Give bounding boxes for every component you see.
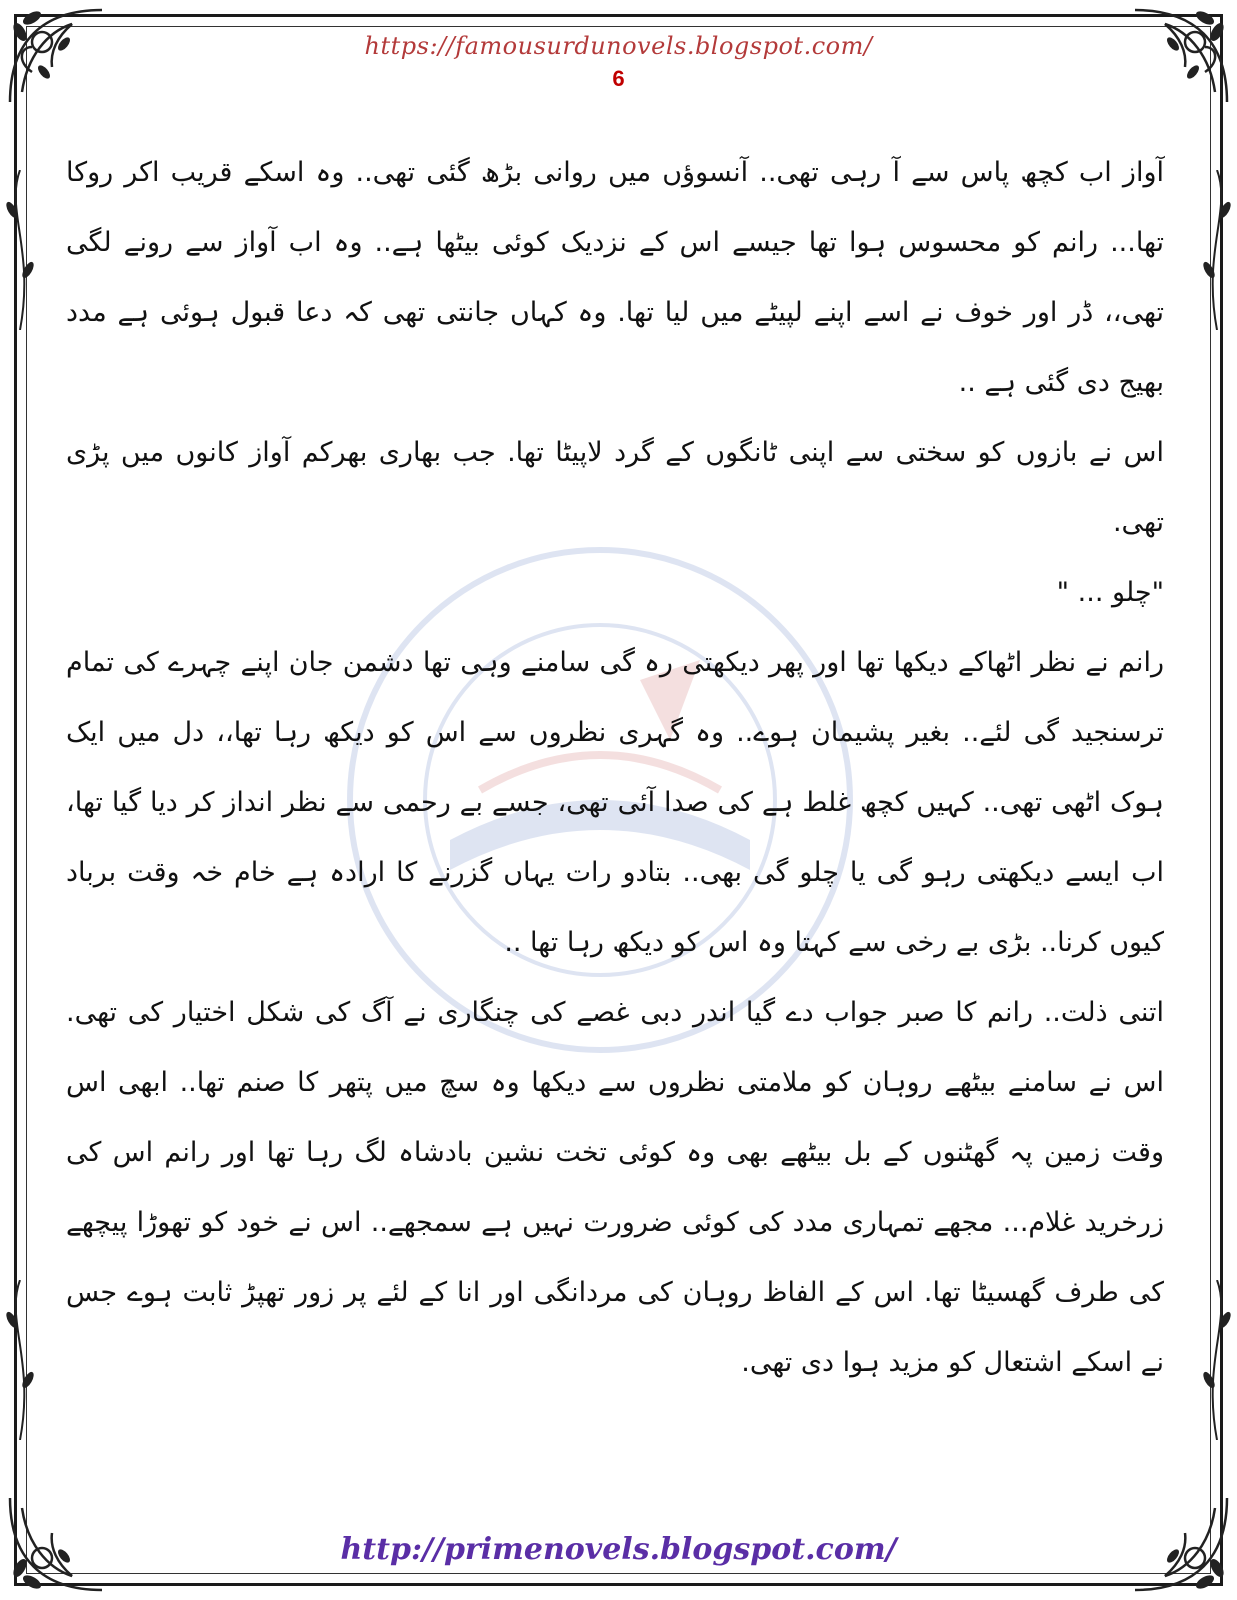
footer-url[interactable]: http://primenovels.blogspot.com/ bbox=[340, 1532, 897, 1567]
vine-ornament-icon bbox=[1197, 170, 1237, 330]
paragraph: اتنی ذلت.. رانم کا صبر جواب دے گیا اندر دبی غصے کی چنگاری نے آگ کی شکل اختیار کی تھی. اس نے سامنے بیٹھے روہان کو ملامتی نظروں سے دیکھا وہ سچ میں پتھر کا صنم تھا.. ابھی اس وقت زمین پہ گھٹنوں کے بل بیٹھے بھی وہ کوئی تخت نشین بادشاہ لگ رہا تھا اور رانم اس کی زرخرید غلام... مجھے تمہاری مدد کی کوئی ضرورت نہیں ہے سمجھے.. اس نے خود کو تھوڑا پیچھے کی طرف گھسیٹا تھا. اس کے الفاظ روہان کی مردانگی اور انا کے لئے پر زور تھپڑ ثابت ہوے جس نے اسکے اشتعال کو مزید ہوا دی تھی. bbox=[66, 997, 1164, 1378]
header-url: https://famousurdunovels.blogspot.com/ bbox=[364, 32, 873, 60]
paragraph: رانم نے نظر اٹھاکے دیکھا تھا اور پھر دیکھتی رہ گی سامنے وہی تھا دشمن جان اپنے چہرے کی تمام ترسنجید گی لئے.. بغیر پشیمان ہوے.. وہ گہری نظروں سے اس کو دیکھ رہا تھا،، دل میں ایک ہوک اٹھی تھی.. کہیں کچھ غلط ہے کی صدا آئی تھی، جسے بے رحمی سے نظر انداز کر دیا گیا تھا، اب ایسے دیکھتی رہو گی یا چلو گی بھی.. بتادو رات یہاں گزرنے کا ارادہ ہے خام خہ وقت برباد کیوں کرنا.. بڑی بے رخی سے کہتا وہ اس کو دیکھ رہا تھا .. bbox=[66, 647, 1164, 958]
paragraph: اس نے بازوں کو سختی سے اپنی ٹانگوں کے گرد لاپیٹا تھا. جب بھاری بھرکم آواز کانوں میں پڑی تھی. bbox=[66, 437, 1164, 538]
vine-ornament-icon bbox=[0, 1280, 40, 1440]
vine-ornament-icon bbox=[1197, 1280, 1237, 1440]
paragraph: "چلو ... " bbox=[1056, 577, 1164, 608]
page-number: 6 bbox=[612, 66, 625, 91]
paragraph: آواز اب کچھ پاس سے آ رہی تھی.. آنسوؤں میں روانی بڑھ گئی تھی.. وہ اسکے قریب اکر روکا تھا... رانم کو محسوس ہوا تھا جیسے اس کے نزدیک کوئی بیٹھا ہے.. وہ اب آواز سے رونے لگی تھی،، ڈر اور خوف نے اسے اپنے لپیٹے میں لیا تھا. وہ کہاں جانتی تھی کہ دعا قبول ہوئی ہے مدد بھیج دی گئی ہے .. bbox=[66, 157, 1164, 398]
story-text bbox=[66, 138, 1164, 1398]
vine-ornament-icon bbox=[0, 170, 40, 330]
